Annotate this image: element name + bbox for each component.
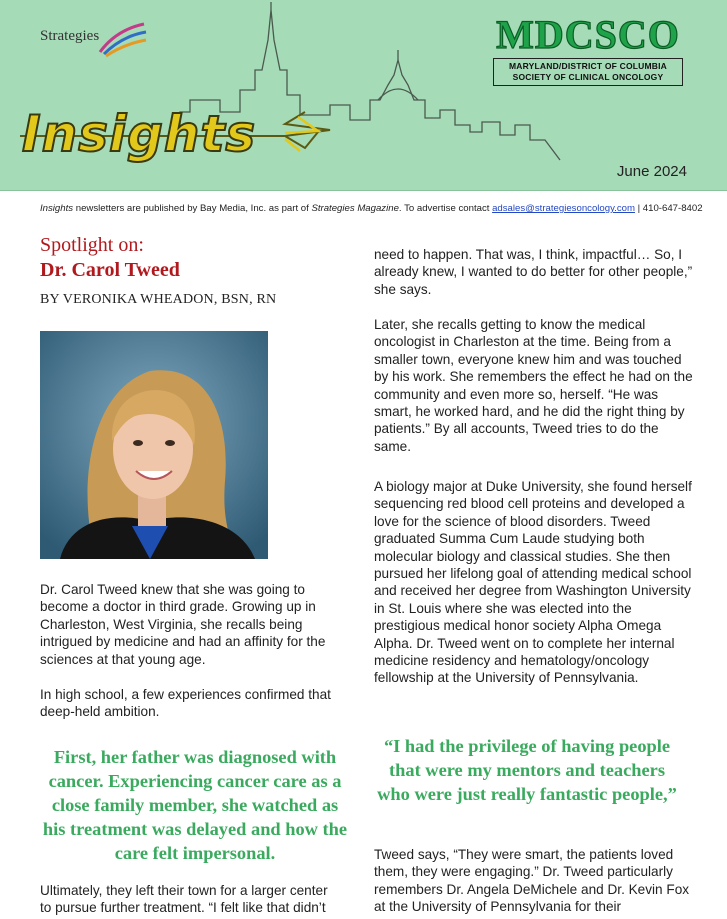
- publisher-text1: newsletters are published by Bay Media, Inc. as part of: [73, 203, 312, 214]
- article-header: [40, 233, 340, 308]
- org-full-name: [493, 58, 683, 86]
- advertise-email-link[interactable]: adsales@strategiesoncology.com: [492, 203, 635, 214]
- paragraph-right-3: A biology major at Duke University, she found herself sequencing red blood cell proteins and developed a love for the science of blood disorders. Tweed graduated Summa Cum Laude studying both molecular biology and classical studies. She then pursued her lifelong goal of attending medical school and received her degree from Washington University in St. Louis where she was elected into the prestigious medical honor society Alpha Omega Alpha. Dr. Tweed went on to complete her internal medicine residency and hematology/oncology fellowship at the University of Pennsylvania.: [374, 479, 692, 686]
- portrait-illustration: [40, 331, 268, 559]
- byline: BY VERONIKA WHEADON, BSN, RN: [40, 292, 277, 307]
- paragraph-right-2: Later, she recalls getting to know the medical oncologist in Charleston at the time. Being from a smaller town, everyone knew him and was touched by his work. She remembers the effect he had on the community and even more so, herself. “He was smart, he worked hard, and he did the right thing by patients.” By all accounts, Tweed tries to do the same.: [374, 317, 693, 454]
- org-full-line2: SOCIETY OF CLINICAL ONCOLOGY: [512, 72, 664, 82]
- paragraph-right-end: Tweed says, “They were smart, the patients loved them, they were engaging.” Dr. Tweed particularly remembers Dr. Angela DeMichele and Dr. Kevin Fox at the University of Pennsylvania for their: [374, 847, 690, 915]
- paragraph-left-end: Ultimately, they left their town for a larger center to pursue further treatment. “I felt like that didn’t: [40, 883, 328, 916]
- paragraph-right-1: need to happen. That was, I think, impactful… So, I already knew, I wanted to do better for other people,” she says.: [374, 247, 693, 297]
- insights-logo-text: Insights: [22, 105, 257, 163]
- publisher-phone: | 410-647-8402: [634, 203, 703, 214]
- spotlight-kicker: Spotlight on:: [40, 234, 144, 256]
- publisher-magazine: Strategies Magazine: [311, 203, 399, 214]
- mdcsco-logo: [493, 14, 683, 86]
- strategies-logo-text: Strategies: [40, 28, 100, 44]
- pull-quote-left: First, her father was diagnosed with cancer. Experiencing cancer care as a close family member, she watched as his treatment was delayed and how the care felt impersonal.: [42, 747, 348, 863]
- org-full-line1: MARYLAND/DISTRICT OF COLUMBIA: [509, 61, 667, 71]
- article-title: Dr. Carol Tweed: [40, 259, 180, 281]
- strategies-swoosh-icon: [96, 20, 148, 60]
- org-name: MDCSCO: [496, 12, 680, 57]
- masthead-banner: [0, 0, 727, 191]
- paragraph-highschool: In high school, a few experiences confirmed that deep-held ambition.: [40, 687, 331, 720]
- issue-date: June 2024: [616, 163, 687, 180]
- publisher-line: [40, 203, 720, 214]
- publisher-lead: Insights: [40, 203, 74, 214]
- publisher-text2: . To advertise contact: [398, 203, 493, 214]
- portrait-photo: [40, 331, 268, 559]
- paragraph-intro: Dr. Carol Tweed knew that she was going to become a doctor in third grade. Growing up in Charleston, West Virginia, she recalls being intrigued by medicine and had an affinity for the sciences at that young age.: [40, 582, 326, 667]
- pull-quote-right: “I had the privilege of having people that were my mentors and teachers who were just really fantastic people,”: [377, 736, 677, 804]
